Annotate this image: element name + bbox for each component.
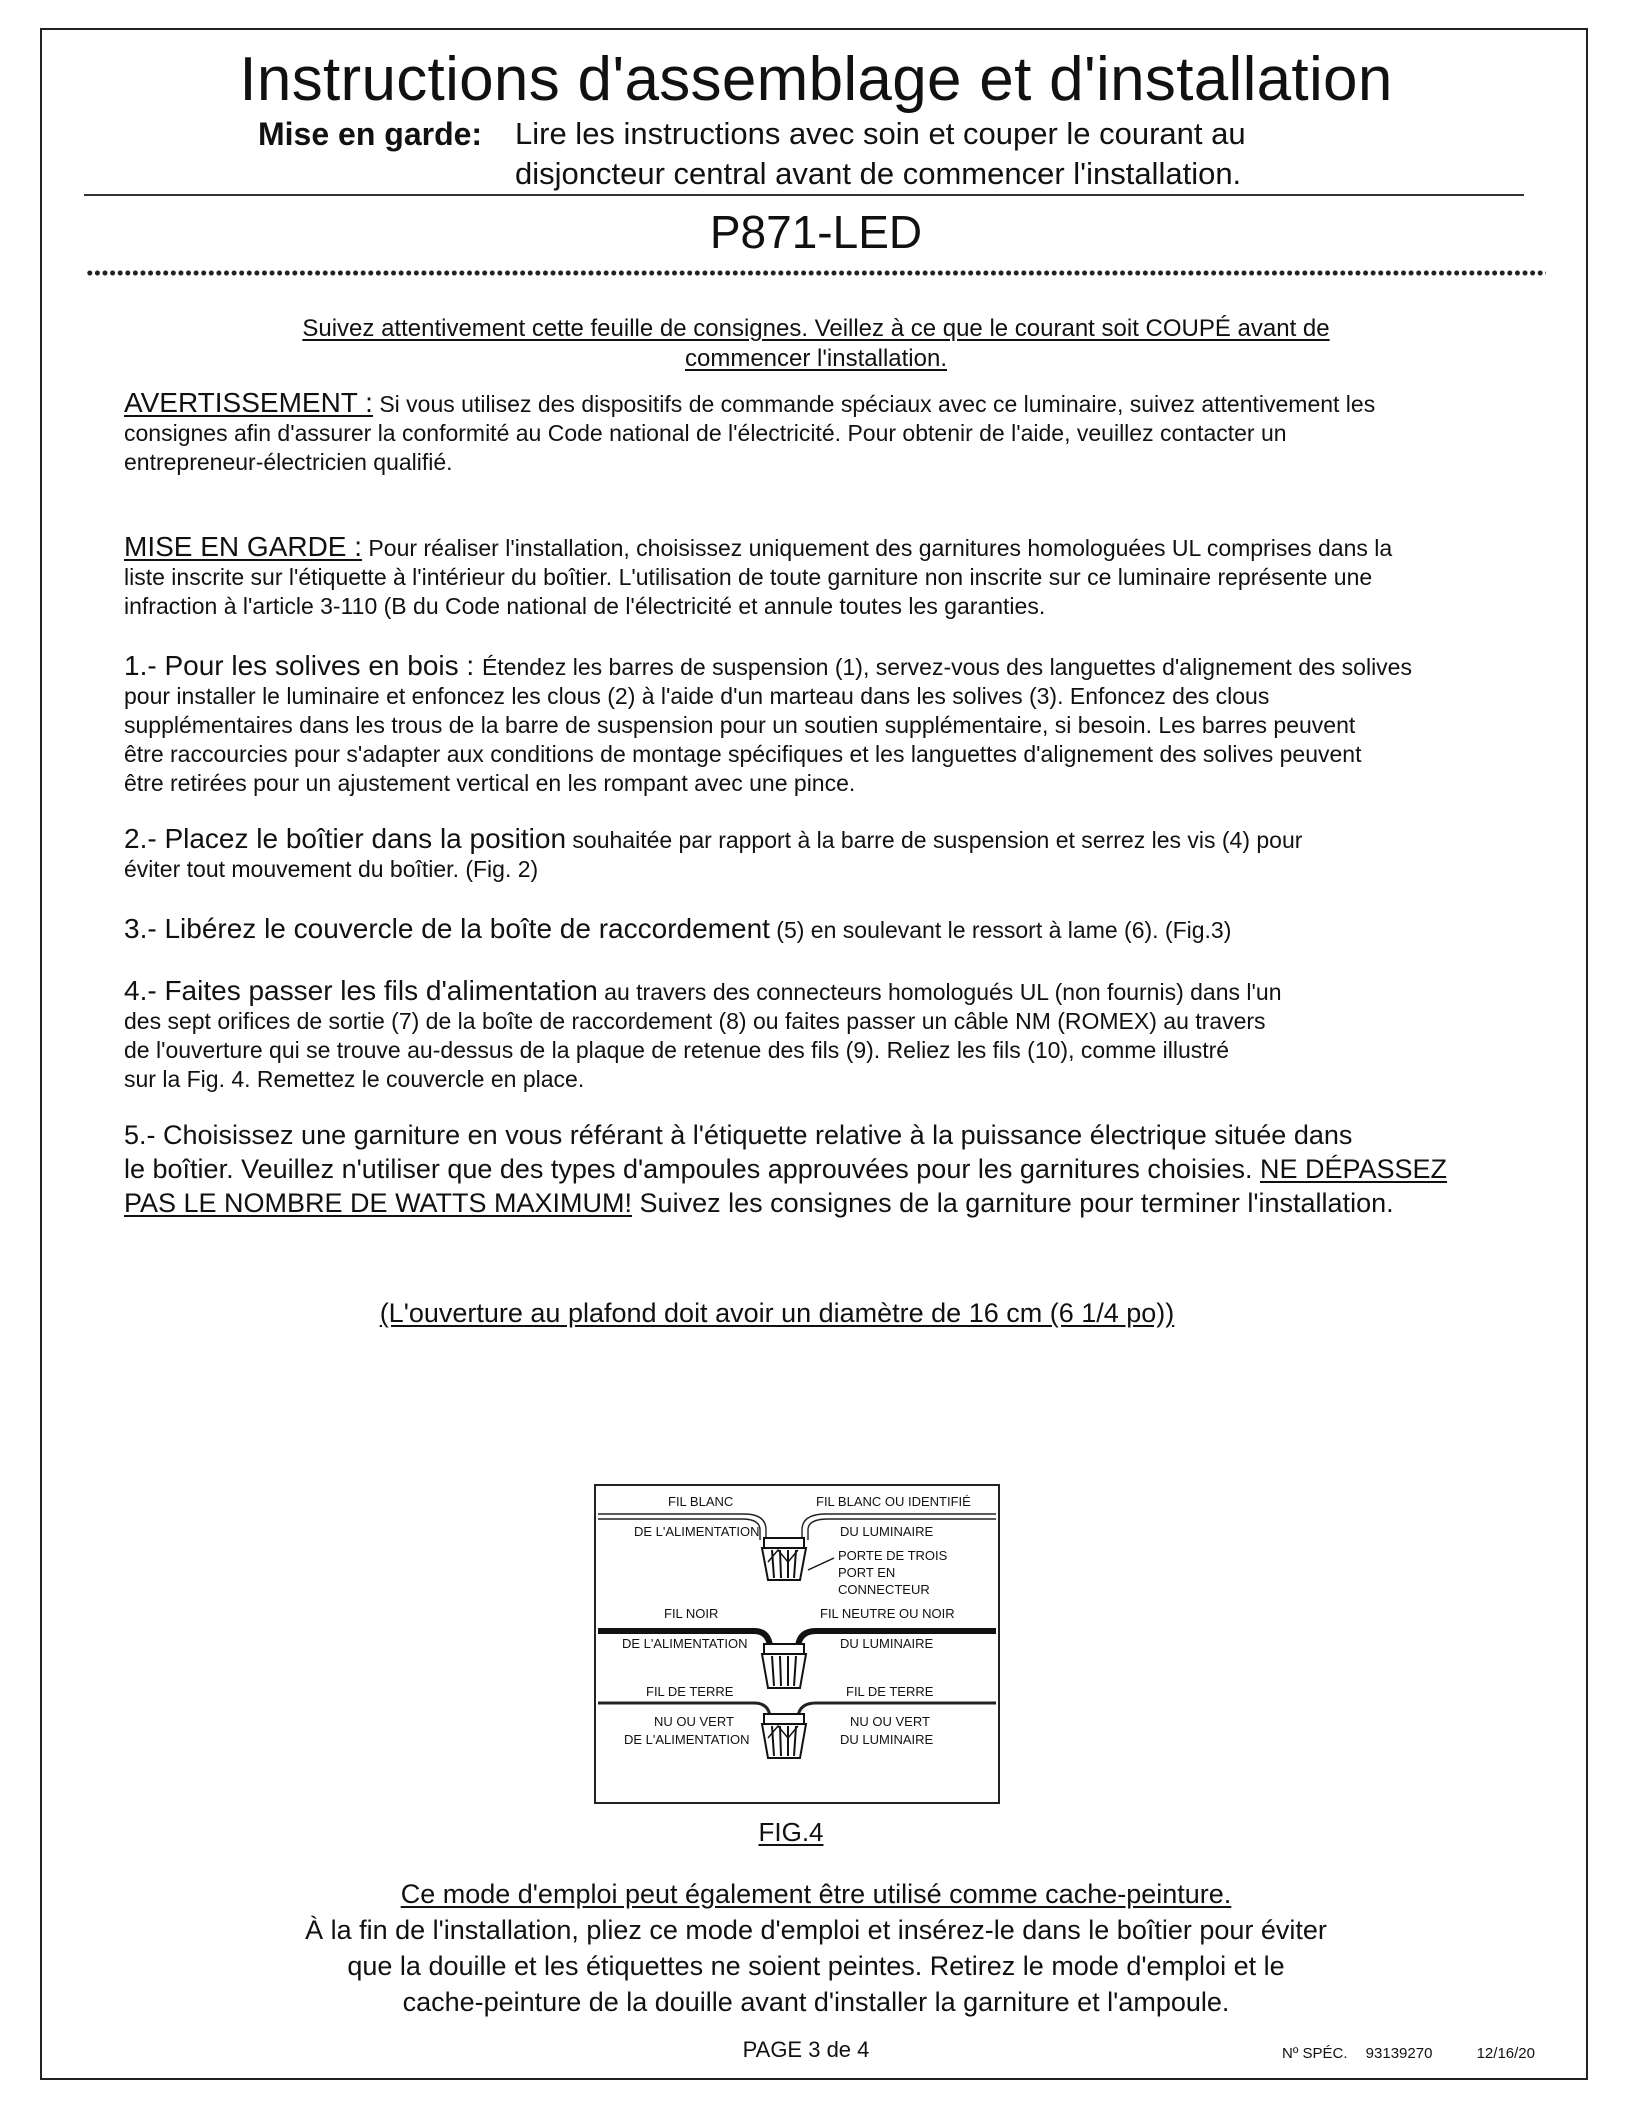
text-line: pour installer le luminaire et enfoncez les clous (2) à l'aide d'un marteau dans les solives (3). Enfoncez des clous bbox=[124, 683, 1270, 709]
text-line: être raccourcies pour s'adapter aux conditions de montage spécifiques et les languettes d'alignement des solives peuvent bbox=[124, 741, 1362, 767]
label-ground-supply: NU OU VERT bbox=[654, 1714, 734, 1729]
text-line: Si vous utilisez des dispositifs de commande spéciaux avec ce luminaire, suivez attentivement les bbox=[372, 391, 1376, 417]
label-ground-supply: DE L'ALIMENTATION bbox=[624, 1732, 750, 1747]
caution-line: Lire les instructions avec soin et couper le courant au bbox=[515, 116, 1246, 151]
text-line: souhaitée par rapport à la barre de suspension et serrez les vis (4) pour bbox=[566, 827, 1303, 853]
figure-caption-text: FIG.4 bbox=[758, 1817, 824, 1847]
label-black-supply: FIL NOIR bbox=[664, 1606, 719, 1621]
wiring-diagram bbox=[594, 1484, 1000, 1804]
label-ground-supply: FIL DE TERRE bbox=[646, 1684, 734, 1699]
text-line: supplémentaires dans les trous de la barre de suspension pour un soutien supplémentaire, si besoin. Les barres peuvent bbox=[124, 712, 1356, 738]
step-5 bbox=[124, 1118, 1584, 1220]
step-lead: 3.- Libérez le couvercle de la boîte de raccordement bbox=[124, 913, 770, 944]
step-2 bbox=[124, 824, 1584, 884]
spec-info bbox=[1282, 2044, 1549, 2064]
label-black-fixture: DU LUMINAIRE bbox=[840, 1636, 934, 1651]
text-line: Pour réaliser l'installation, choisissez uniquement des garnitures homologuées UL comprises dans la bbox=[362, 535, 1393, 561]
ceiling-opening-note bbox=[0, 1296, 1524, 1330]
step-lead: 4.- Faites passer les fils d'alimentation bbox=[124, 975, 598, 1006]
text-line: Suivez les consignes de la garniture pour terminer l'installation. bbox=[632, 1188, 1394, 1218]
label-black-fixture: FIL NEUTRE OU NOIR bbox=[820, 1606, 955, 1621]
intro-notice bbox=[0, 314, 1632, 374]
document-date: 12/16/20 bbox=[1476, 2045, 1535, 2062]
max-watts-warning: PAS LE NOMBRE DE WATTS MAXIMUM! bbox=[124, 1188, 633, 1218]
text-line: de l'ouverture qui se trouve au-dessus de la plaque de retenue des fils (9). Reliez les fils (10), comme illustré bbox=[124, 1037, 1230, 1063]
caution-section-label: MISE EN GARDE : bbox=[124, 531, 363, 562]
step-3 bbox=[124, 914, 1584, 945]
label-connector: PORTE DE TROIS bbox=[838, 1548, 948, 1563]
text-line: consignes afin d'assurer la conformité au Code national de l'électricité. Pour obtenir de l'aide, veuillez contacter un bbox=[124, 420, 1287, 446]
text-line: des sept orifices de sortie (7) de la boîte de raccordement (8) ou faites passer un câble NM (ROMEX) au travers bbox=[124, 1008, 1266, 1034]
text-line: le boîtier. Veuillez n'utiliser que des types d'ampoules approuvées pour les garnitures choisies. bbox=[124, 1154, 1260, 1184]
intro-line: commencer l'installation. bbox=[684, 345, 948, 372]
text-line: Étendez les barres de suspension (1), servez-vous des languettes d'alignement des solives bbox=[481, 654, 1412, 680]
step-1 bbox=[124, 651, 1584, 798]
text-line: cache-peinture de la douille avant d'installer la garniture et l'ampoule. bbox=[402, 1987, 1230, 2017]
text-line: liste inscrite sur l'étiquette à l'intérieur du boîtier. L'utilisation de toute garniture non inscrite sur ce luminaire représente une bbox=[124, 564, 1373, 590]
intro-line: Suivez attentivement cette feuille de consignes. Veillez à ce que le courant soit COUPÉ avant de bbox=[302, 315, 1330, 342]
paint-shield-notice bbox=[0, 1876, 1632, 2020]
label-white-supply: FIL BLANC bbox=[668, 1494, 734, 1509]
wire-connectors bbox=[762, 1538, 806, 1758]
label-white-fixture: FIL BLANC OU IDENTIFIÉ bbox=[816, 1494, 971, 1509]
text-line: 5.- Choisissez une garniture en vous référant à l'étiquette relative à la puissance électrique située dans bbox=[124, 1120, 1353, 1150]
text-line: au travers des connecteurs homologués UL (non fournis) dans l'un bbox=[597, 979, 1282, 1005]
text-line: infraction à l'article 3-110 (B du Code national de l'électricité et annule toutes les garanties. bbox=[124, 593, 1046, 619]
dotted-divider bbox=[86, 268, 1546, 278]
label-black-supply: DE L'ALIMENTATION bbox=[622, 1636, 748, 1651]
connector-top bbox=[762, 1538, 806, 1580]
caution-text bbox=[515, 114, 1246, 194]
label-ground-fixture: NU OU VERT bbox=[850, 1714, 930, 1729]
label-connector: PORT EN bbox=[838, 1565, 896, 1580]
text-line: À la fin de l'installation, pliez ce mode d'emploi et insérez-le dans le boîtier pour éviter bbox=[305, 1915, 1327, 1945]
figure-caption bbox=[0, 1816, 1582, 1848]
warning-label: AVERTISSEMENT : bbox=[124, 387, 373, 418]
label-white-fixture: DU LUMINAIRE bbox=[840, 1524, 934, 1539]
paint-notice-title: Ce mode d'emploi peut également être utilisé comme cache-peinture. bbox=[400, 1879, 1232, 1909]
model-number: P871-LED bbox=[709, 206, 923, 258]
connector-bottom bbox=[762, 1714, 806, 1758]
label-ground-fixture: FIL DE TERRE bbox=[846, 1684, 934, 1699]
header-divider bbox=[84, 194, 1524, 196]
connector-middle bbox=[762, 1644, 806, 1688]
spec-number: 93139270 bbox=[1365, 2045, 1433, 2062]
text-line: éviter tout mouvement du boîtier. (Fig. 2) bbox=[124, 856, 539, 882]
opening-note-text: (L'ouverture au plafond doit avoir un diamètre de 16 cm (6 1/4 po)) bbox=[379, 1298, 1175, 1328]
page-title: Instructions d'assemblage et d'installation bbox=[239, 45, 1393, 114]
page-number: PAGE 3 de 4 bbox=[742, 2037, 870, 2062]
warning-paragraph bbox=[124, 388, 1584, 477]
label-white-supply: DE L'ALIMENTATION bbox=[634, 1524, 760, 1539]
text-line: être retirées pour un ajustement vertical en les rompant avec une pince. bbox=[124, 770, 856, 796]
max-watts-warning: NE DÉPASSEZ bbox=[1259, 1154, 1448, 1184]
caution-label: Mise en garde: bbox=[258, 116, 483, 152]
text-line: (5) en soulevant le ressort à lame (6). (Fig.3) bbox=[769, 917, 1232, 943]
caution-line: disjoncteur central avant de commencer l'installation. bbox=[515, 156, 1242, 191]
step-lead: 2.- Placez le boîtier dans la position bbox=[124, 823, 567, 854]
label-ground-fixture: DU LUMINAIRE bbox=[840, 1732, 934, 1747]
text-line: entrepreneur-électricien qualifié. bbox=[124, 449, 453, 475]
label-connector: CONNECTEUR bbox=[838, 1582, 930, 1597]
step-lead: 1.- Pour les solives en bois : bbox=[124, 650, 482, 681]
text-line: sur la Fig. 4. Remettez le couvercle en place. bbox=[124, 1066, 585, 1092]
text-line: que la douille et les étiquettes ne soient peintes. Retirez le mode d'emploi et le bbox=[347, 1951, 1285, 1981]
step-4 bbox=[124, 976, 1584, 1094]
caution-paragraph bbox=[124, 532, 1584, 621]
spec-label: Nº SPÉC. bbox=[1282, 2045, 1348, 2062]
